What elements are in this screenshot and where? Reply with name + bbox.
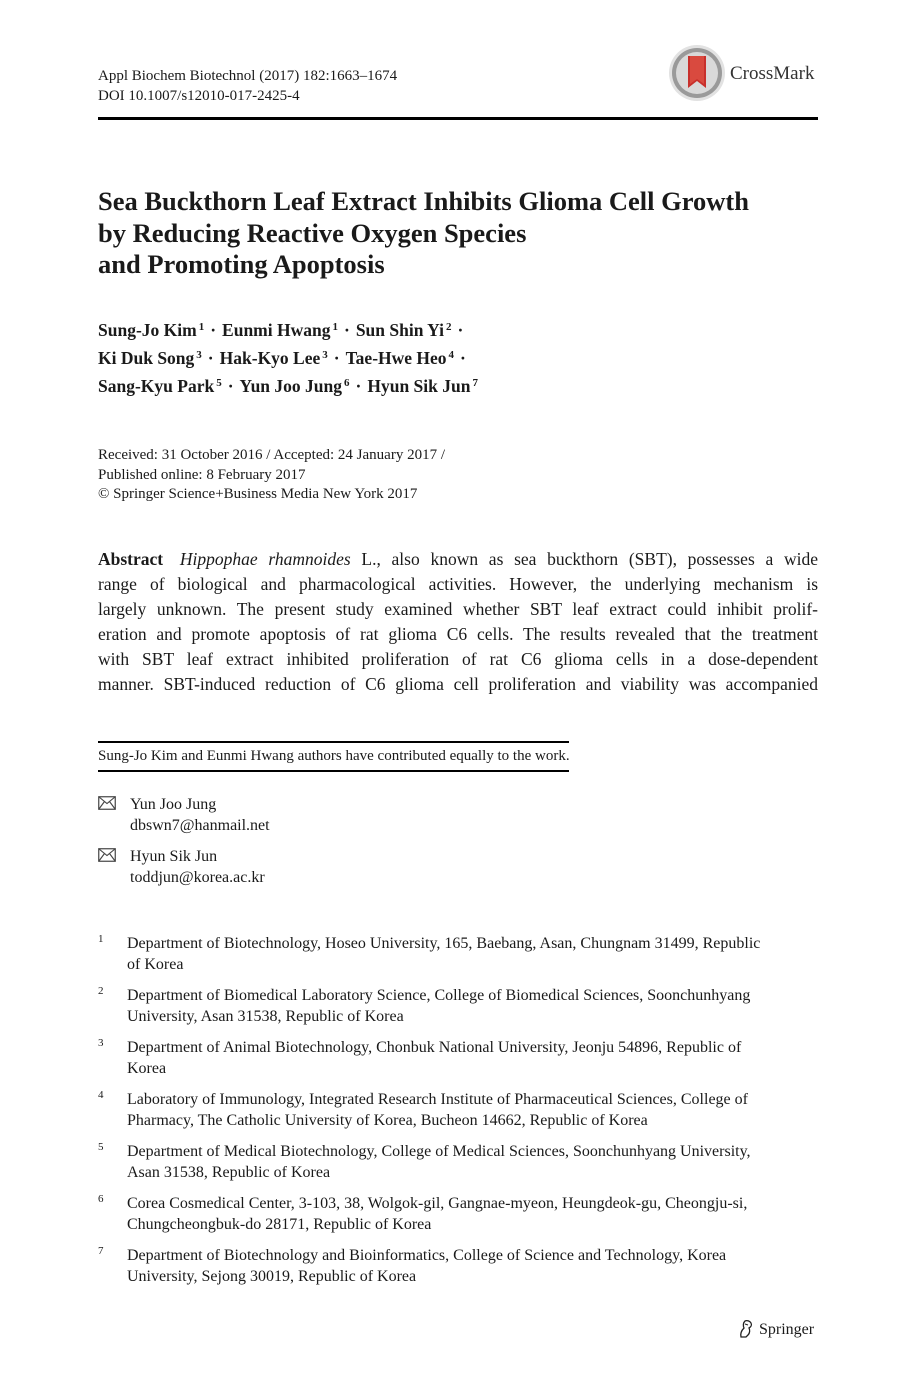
author-name: Sung-Jo Kim bbox=[98, 320, 197, 340]
author-separator: · bbox=[207, 348, 214, 368]
author-separator: · bbox=[460, 348, 466, 368]
affiliation bbox=[98, 1141, 818, 1183]
affiliation-line: Department of Biotechnology, Hoseo University, 165, Baebang, Asan, Chungnam 31499, Republic bbox=[127, 935, 761, 952]
title-line: by Reducing Reactive Oxygen Species bbox=[98, 217, 527, 248]
affiliation-line: Asan 31538, Republic of Korea bbox=[127, 1164, 331, 1181]
affiliation bbox=[98, 933, 818, 975]
author-separator: · bbox=[355, 376, 362, 396]
publication-history bbox=[98, 446, 445, 505]
author-name: Sang-Kyu Park bbox=[98, 376, 215, 396]
corresponding-author-name: Yun Joo Jung bbox=[130, 796, 217, 813]
published-online-line: Published online: 8 February 2017 bbox=[98, 466, 306, 483]
author-name: Sun Shin Yi bbox=[355, 320, 445, 340]
author-line bbox=[98, 343, 478, 371]
affiliation-line: Pharmacy, The Catholic University of Korea, Bucheon 14662, Republic of Korea bbox=[127, 1112, 648, 1129]
author-affiliation-mark: 1 bbox=[332, 321, 338, 333]
author-affiliation-mark: 1 bbox=[198, 321, 205, 333]
affiliation-line: Corea Cosmedical Center, 3-103, 38, Wolgok-gil, Gangnae-myeon, Heungdeok-gu, Cheongju-si, bbox=[127, 1195, 748, 1212]
footnote-rule bbox=[98, 741, 569, 743]
author-separator: · bbox=[457, 320, 464, 340]
abstract bbox=[98, 547, 818, 697]
abstract-line: with SBT leaf extract inhibited proliferation of rat C6 glioma cells in a dose-dependent bbox=[98, 649, 818, 669]
affiliation-line: Department of Biomedical Laboratory Science, College of Biomedical Sciences, Soonchunhyang bbox=[127, 987, 751, 1004]
affiliation-line: Chungcheongbuk-do 28171, Republic of Korea bbox=[127, 1216, 432, 1233]
affiliation bbox=[98, 1245, 818, 1287]
received-accepted-line: Received: 31 October 2016 / Accepted: 24 January 2017 / bbox=[98, 447, 445, 463]
affiliation-line: Korea bbox=[127, 1060, 167, 1077]
abstract-line bbox=[98, 547, 818, 572]
author-name: Ki Duk Song bbox=[98, 348, 195, 368]
corresponding-author-name: Hyun Sik Jun bbox=[130, 848, 218, 865]
paper-title bbox=[98, 186, 749, 281]
affiliation-line: Department of Animal Biotechnology, Chonbuk National University, Jeonju 54896, Republic of bbox=[127, 1039, 742, 1056]
author-name: Hyun Sik Jun bbox=[367, 376, 471, 396]
author-affiliation-mark: 3 bbox=[196, 349, 202, 361]
affiliation-number: 7 bbox=[98, 1245, 104, 1257]
publisher-name: Springer bbox=[759, 1321, 815, 1338]
abstract-line: range of biological and pharmacological activities. However, the underlying mechanism is bbox=[98, 574, 818, 594]
affiliation-number: 4 bbox=[98, 1089, 104, 1101]
author-name: Hak-Kyo Lee bbox=[219, 348, 321, 368]
author-affiliation-mark: 5 bbox=[216, 377, 222, 389]
abstract-heading: Abstract bbox=[98, 549, 164, 569]
author-name: Eunmi Hwang bbox=[222, 320, 331, 340]
author-line bbox=[98, 371, 478, 399]
affiliation-line: Department of Biotechnology and Bioinformatics, College of Science and Technology, Korea bbox=[127, 1247, 727, 1264]
affiliation bbox=[98, 1037, 818, 1079]
author-list bbox=[98, 315, 478, 399]
title-line: and Promoting Apoptosis bbox=[98, 249, 385, 279]
affiliation-line: Department of Medical Biotechnology, College of Medical Sciences, Soonchunhyang University, bbox=[127, 1143, 751, 1160]
springer-horse-icon bbox=[737, 1319, 755, 1339]
author-name: Tae-Hwe Heo bbox=[345, 348, 447, 368]
author-separator: · bbox=[227, 376, 234, 396]
crossmark-icon bbox=[668, 44, 726, 102]
corresponding-author-email[interactable]: dbswn7@hanmail.net bbox=[130, 817, 270, 834]
doi-line: DOI 10.1007/s12010-017-2425-4 bbox=[98, 88, 300, 104]
title-line: Sea Buckthorn Leaf Extract Inhibits Glioma Cell Growth bbox=[98, 186, 749, 216]
affiliation bbox=[98, 1089, 818, 1131]
header-rule bbox=[98, 117, 818, 120]
author-affiliation-mark: 3 bbox=[322, 349, 328, 361]
author-separator: · bbox=[343, 320, 350, 340]
copyright-line: © Springer Science+Business Media New York 2017 bbox=[98, 486, 418, 502]
journal-citation bbox=[98, 66, 397, 106]
author-affiliation-mark: 6 bbox=[344, 377, 350, 389]
equal-contribution-footnote: Sung-Jo Kim and Eunmi Hwang authors have contributed equally to the work. bbox=[98, 748, 570, 764]
envelope-icon bbox=[98, 796, 116, 810]
author-affiliation-mark: 2 bbox=[446, 321, 452, 333]
abstract-line: manner. SBT-induced reduction of C6 glioma cell proliferation and viability was accompanied bbox=[98, 674, 818, 694]
journal-line: Appl Biochem Biotechnol (2017) 182:1663–1674 bbox=[98, 68, 398, 84]
envelope-icon bbox=[98, 848, 116, 862]
affiliation-line: of Korea bbox=[127, 956, 184, 973]
affiliation-line: Laboratory of Immunology, Integrated Research Institute of Pharmaceutical Sciences, College of bbox=[127, 1091, 748, 1108]
crossmark-label: CrossMark bbox=[730, 63, 815, 84]
author-name: Yun Joo Jung bbox=[239, 376, 343, 396]
corresponding-author-email[interactable]: toddjun@korea.ac.kr bbox=[130, 869, 265, 886]
species-name: Hippophae rhamnoides bbox=[179, 549, 351, 569]
abstract-text: L., also known as sea buckthorn (SBT), possesses a wide bbox=[361, 549, 818, 569]
footnote-rule bbox=[98, 770, 569, 772]
affiliation-number: 1 bbox=[98, 933, 104, 945]
author-separator: · bbox=[333, 348, 340, 368]
affiliation-number: 5 bbox=[98, 1141, 104, 1153]
affiliation-line: University, Sejong 30019, Republic of Korea bbox=[127, 1268, 417, 1285]
affiliation bbox=[98, 985, 818, 1027]
affiliation-number: 3 bbox=[98, 1037, 104, 1049]
crossmark-badge[interactable] bbox=[668, 44, 820, 102]
author-affiliation-mark: 7 bbox=[472, 377, 478, 389]
affiliation-number: 6 bbox=[98, 1193, 104, 1205]
affiliation-line: University, Asan 31538, Republic of Korea bbox=[127, 1008, 404, 1025]
author-line bbox=[98, 315, 478, 343]
abstract-line: eration and promote apoptosis of rat glioma C6 cells. The results revealed that the treatment bbox=[98, 624, 818, 644]
affiliation-number: 2 bbox=[98, 985, 104, 997]
author-separator: · bbox=[210, 320, 217, 340]
author-affiliation-mark: 4 bbox=[448, 349, 455, 361]
affiliation bbox=[98, 1193, 818, 1235]
abstract-line: largely unknown. The present study examined whether SBT leaf extract could inhibit prolif- bbox=[98, 599, 818, 619]
